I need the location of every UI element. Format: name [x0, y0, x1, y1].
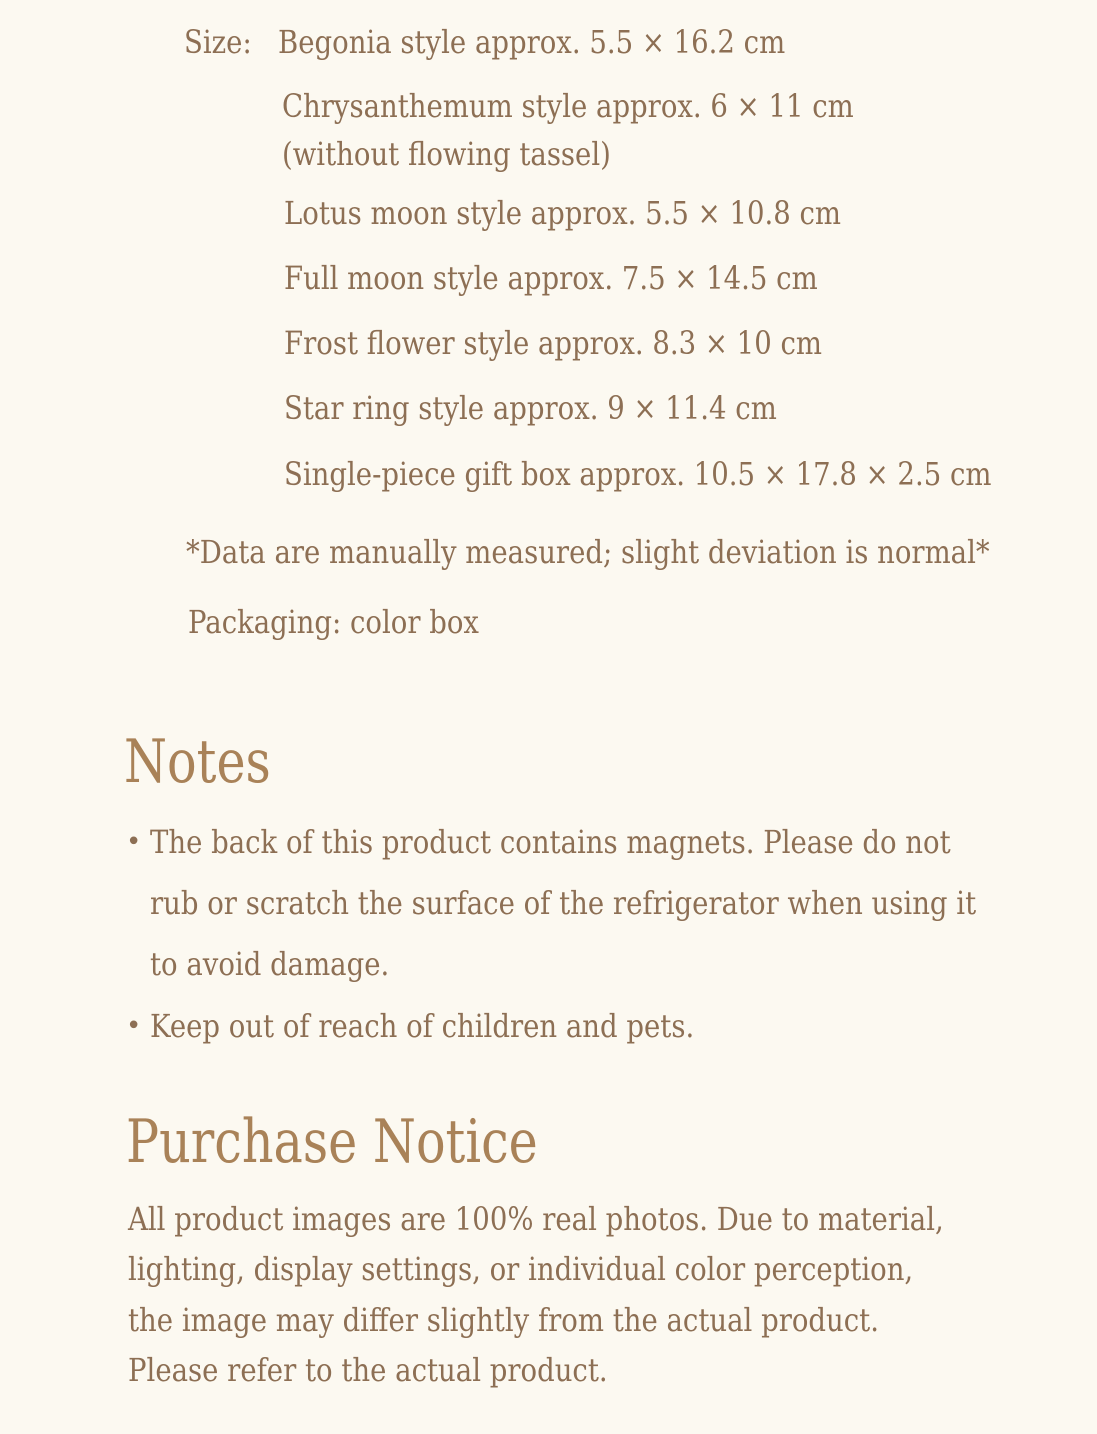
notes-bullet-1: •: [126, 827, 142, 857]
purchase-notice-heading: Purchase Notice: [126, 1107, 538, 1177]
notes-item-2-line-1: Keep out of reach of children and pets.: [150, 1007, 695, 1045]
notes-item-1-line-2: rub or scratch the surface of the refrigerator when using it: [150, 884, 977, 922]
size-item-gift-box: Single-piece gift box approx. 10.5 × 17.8 × 2.5 cm: [284, 455, 992, 493]
size-item-begonia: Begonia style approx. 5.5 × 16.2 cm: [278, 23, 786, 61]
size-label: Size:: [184, 23, 252, 61]
size-item-lotus-moon: Lotus moon style approx. 5.5 × 10.8 cm: [284, 194, 841, 232]
notes-bullet-2: •: [126, 1011, 142, 1041]
notes-item-1-line-3: to avoid damage.: [150, 945, 390, 983]
size-item-chrysanthemum-note: (without flowing tassel): [282, 135, 611, 173]
purchase-notice-line-2: lighting, display settings, or individual color perception,: [128, 1250, 914, 1288]
size-item-chrysanthemum: Chrysanthemum style approx. 6 × 11 cm: [282, 87, 854, 125]
size-item-full-moon: Full moon style approx. 7.5 × 14.5 cm: [284, 259, 818, 297]
notes-item-1-line-1: The back of this product contains magnets. Please do not: [150, 823, 951, 861]
notes-heading: Notes: [124, 727, 271, 797]
size-item-star-ring: Star ring style approx. 9 × 11.4 cm: [284, 389, 777, 427]
packaging-info: Packaging: color box: [188, 603, 479, 641]
purchase-notice-line-4: Please refer to the actual product.: [128, 1351, 608, 1389]
measurement-disclaimer: *Data are manually measured; slight deviation is normal*: [186, 533, 990, 571]
purchase-notice-line-3: the image may differ slightly from the actual product.: [128, 1301, 879, 1339]
size-item-frost-flower: Frost flower style approx. 8.3 × 10 cm: [284, 324, 822, 362]
purchase-notice-line-1: All product images are 100% real photos. Due to material,: [128, 1200, 944, 1238]
